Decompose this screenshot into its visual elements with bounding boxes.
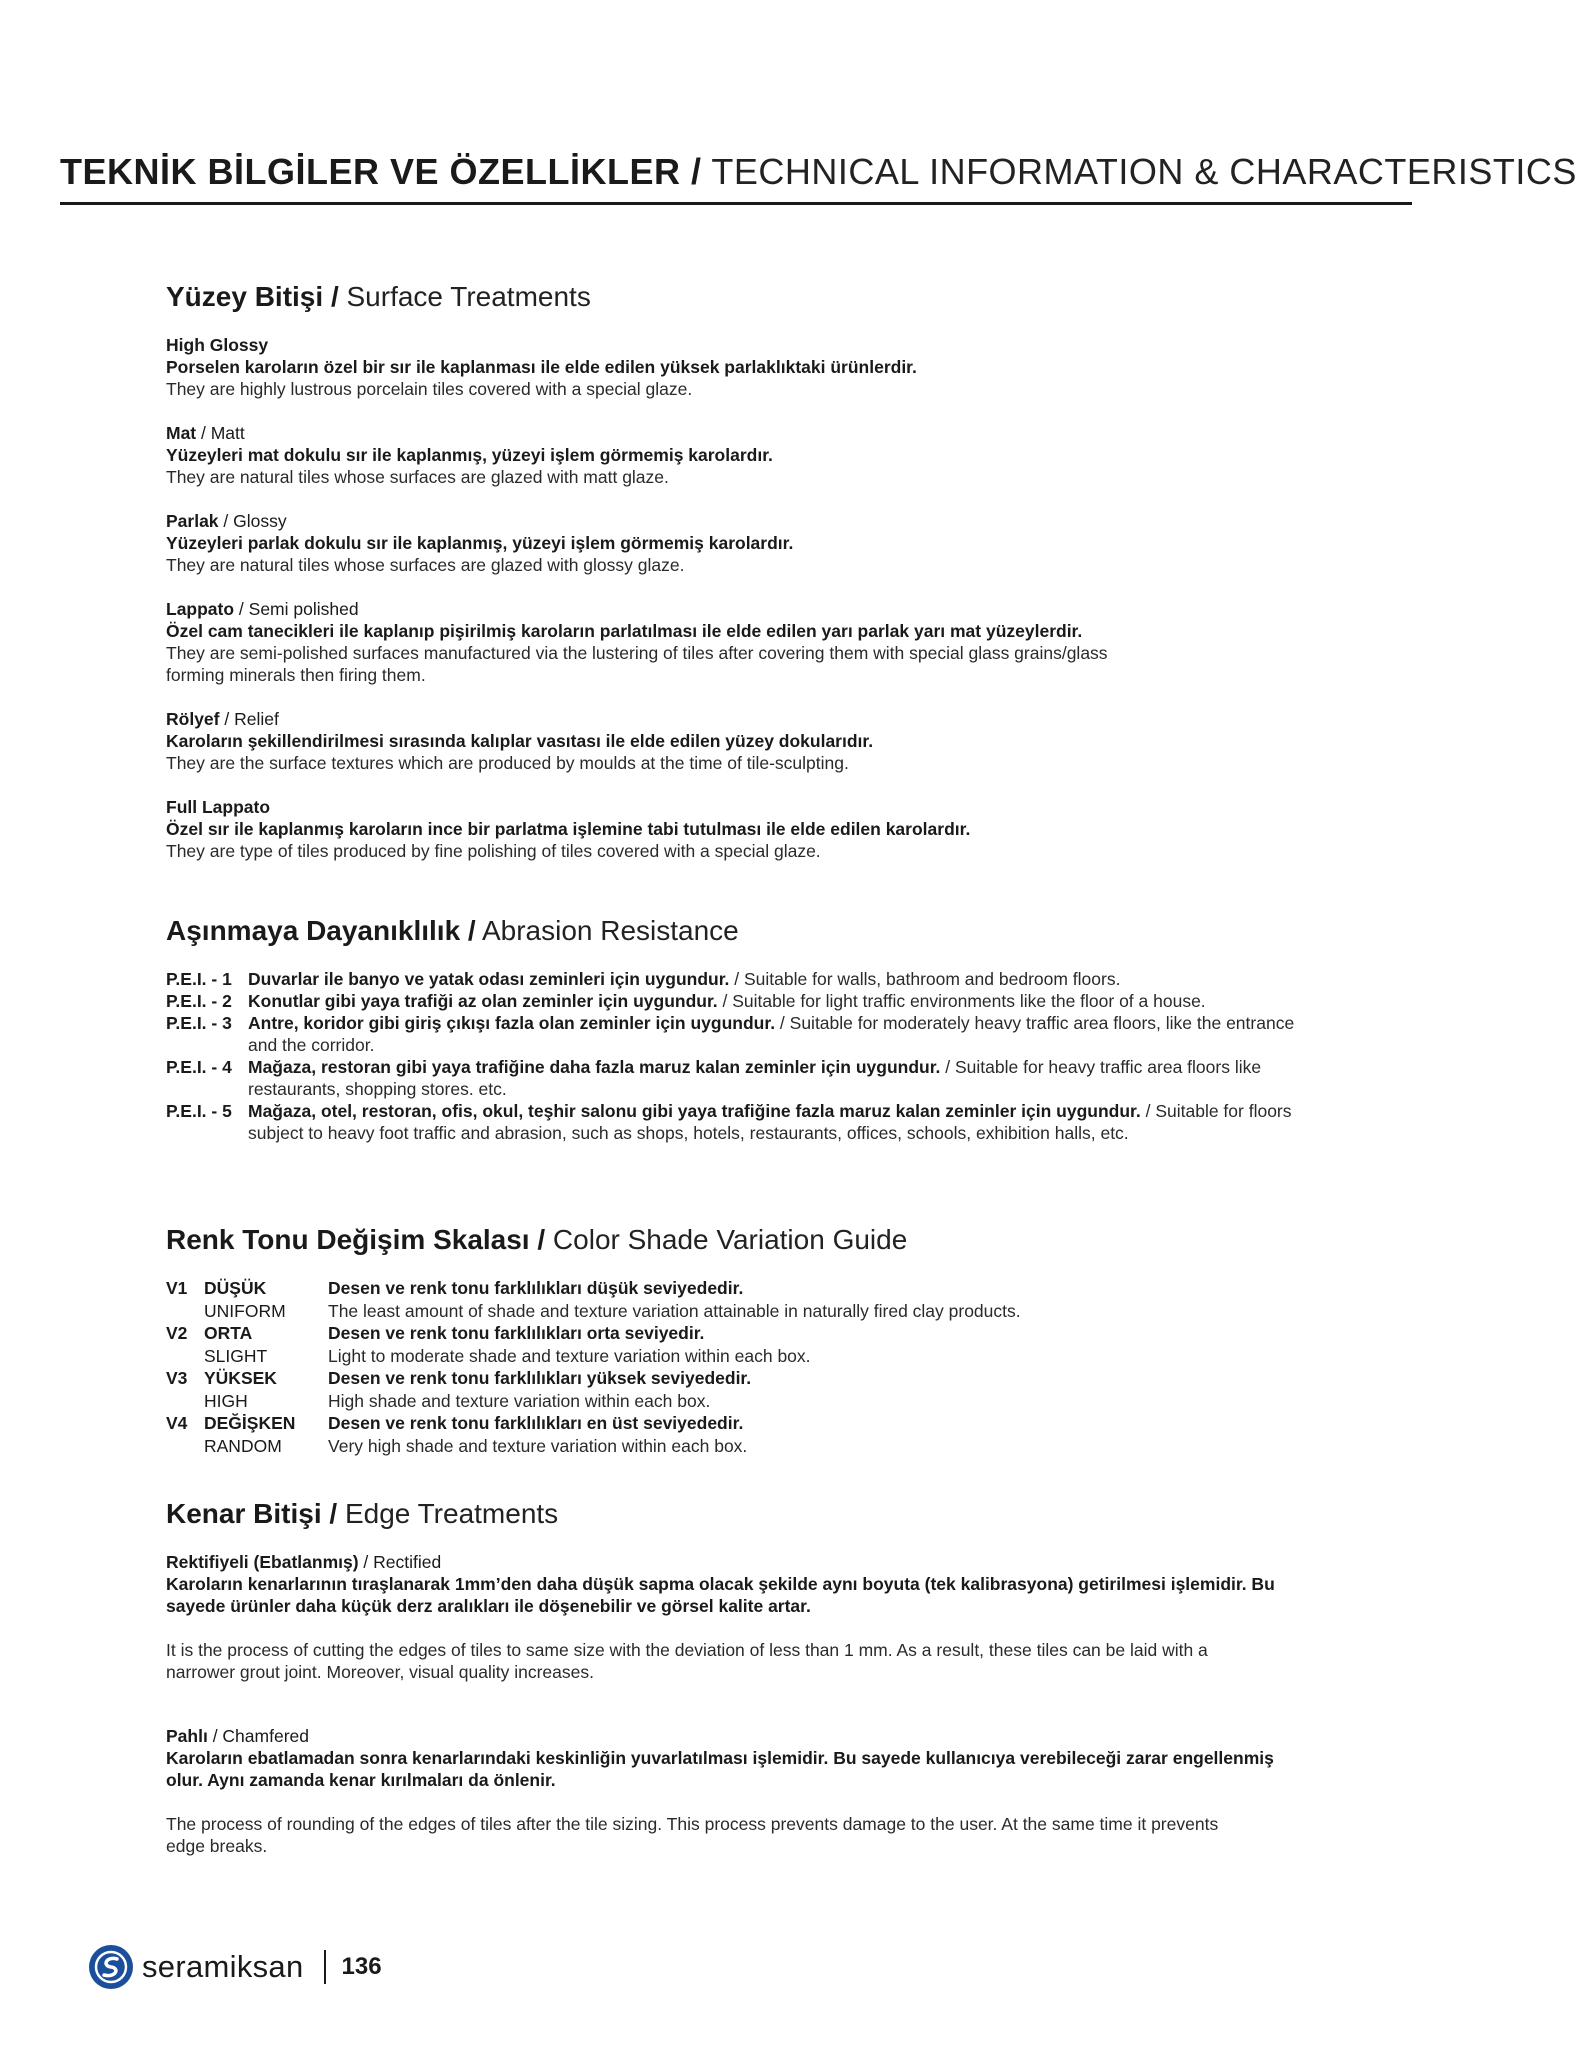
surface-item-tr: Özel sır ile kaplanmış karoların ince bir parlatma işlemine tabi tutulması ile elde edilen karolardır. <box>166 819 971 839</box>
edge-title <box>166 1497 1306 1531</box>
surface-title-en: Surface Treatments <box>338 281 591 312</box>
shade-title-tr: Renk Tonu Değişim Skalası / <box>166 1224 546 1255</box>
shade-row-en <box>166 1300 1306 1323</box>
shade-name-en: RANDOM <box>204 1435 282 1456</box>
edge-item-name: Rektifiyeli (Ebatlanmış) <box>166 1552 359 1572</box>
shade-title <box>166 1223 1306 1257</box>
page-number: 136 <box>341 1953 382 1980</box>
edge-item-name: Pahlı <box>166 1726 208 1746</box>
seramiksan-logo-icon <box>88 1944 134 1990</box>
surface-item <box>166 708 1306 774</box>
surface-item-name: Mat <box>166 423 197 443</box>
surface-item-name-en: / Matt <box>196 423 245 443</box>
edge-title-en: Edge Treatments <box>337 1498 559 1529</box>
surface-item-tr: Karoların şekillendirilmesi sırasında kalıplar vasıtası ile elde edilen yüzey dokularıdır. <box>166 731 874 751</box>
surface-item-en: They are highly lustrous porcelain tiles covered with a special glaze. <box>166 379 693 399</box>
pei-tr: Mağaza, otel, restoran, ofis, okul, teşhir salonu gibi yaya trafiğine fazla maruz kalan zeminler için uygundur. <box>248 1101 1141 1121</box>
shade-section <box>166 1223 1306 1457</box>
shade-desc-tr: Desen ve renk tonu farklılıkları yüksek seviyededir. <box>328 1368 752 1388</box>
shade-row-en <box>166 1345 1306 1368</box>
surface-title-tr: Yüzey Bitişi / <box>166 281 339 312</box>
page-title <box>60 150 1577 194</box>
surface-item-name: Parlak <box>166 511 219 531</box>
shade-desc-en: Very high shade and texture variation within each box. <box>328 1435 748 1456</box>
shade-name-en: UNIFORM <box>204 1300 286 1321</box>
shade-code: V1 <box>166 1278 188 1298</box>
shade-desc-en: Light to moderate shade and texture variation within each box. <box>328 1345 811 1366</box>
surface-item-tr: Porselen karoların özel bir sır ile kaplanması ile elde edilen yüksek parlaklıktaki ürünlerdir. <box>166 357 917 377</box>
shade-row-en <box>166 1435 1306 1458</box>
shade-name-tr: YÜKSEK <box>204 1368 277 1388</box>
surface-section <box>166 280 1306 884</box>
page-title-en: TECHNICAL INFORMATION & CHARACTERISTICS <box>701 151 1577 192</box>
pei-en: / Suitable for light traffic environments like the floor of a house. <box>717 991 1206 1011</box>
surface-item-en: They are natural tiles whose surfaces are glazed with glossy glaze. <box>166 555 685 575</box>
pei-code: P.E.I. - 2 <box>166 991 232 1011</box>
shade-code: V2 <box>166 1323 188 1343</box>
surface-item-en: They are the surface textures which are produced by moulds at the time of tile-sculpting. <box>166 753 849 773</box>
shade-desc-tr: Desen ve renk tonu farklılıkları düşük seviyededir. <box>328 1278 744 1298</box>
pei-row <box>166 990 1306 1012</box>
page-title-tr: TEKNİK BİLGİLER VE ÖZELLİKLER / <box>60 151 702 192</box>
edge-item-tr: Karoların ebatlamadan sonra kenarlarındaki keskinliğin yuvarlatılması işlemidir. Bu sayede kullanıcıya verebileceği zarar engellenmiş olur. Aynı zamanda kenar kırılmaları da önlenir. <box>166 1748 1274 1790</box>
surface-item-name: Full Lappato <box>166 797 271 817</box>
shade-name-tr: DÜŞÜK <box>204 1278 267 1298</box>
surface-item-name: Rölyef <box>166 709 220 729</box>
surface-item <box>166 796 1306 862</box>
shade-row <box>166 1322 1306 1345</box>
edge-item-tr: Karoların kenarlarının tıraşlanarak 1mm’den daha düşük sapma olacak şekilde aynı boyuta (tek kalibrasyona) getirilmesi işlemidir. Bu sayede ürünler daha küçük derz aralıkları ile döşenebilir ve görsel kalite artar. <box>166 1574 1275 1616</box>
shade-name-tr: DEĞİŞKEN <box>204 1413 296 1433</box>
shade-desc-tr: Desen ve renk tonu farklılıkları en üst seviyededir. <box>328 1413 744 1433</box>
footer <box>88 1942 382 1992</box>
surface-item <box>166 334 1306 400</box>
pei-tr: Mağaza, restoran gibi yaya trafiğine daha fazla maruz kalan zeminler için uygundur. <box>248 1057 941 1077</box>
surface-item-name-en: / Relief <box>219 709 279 729</box>
abrasion-title <box>166 914 1306 948</box>
edge-item-en: The process of rounding of the edges of tiles after the tile sizing. This process prevents damage to the user. At the same time it prevents edge breaks. <box>166 1814 1219 1856</box>
surface-item-name-en: / Glossy <box>218 511 287 531</box>
surface-item-en: They are natural tiles whose surfaces are glazed with matt glaze. <box>166 467 669 487</box>
surface-item-name-en: / Semi polished <box>234 599 359 619</box>
surface-title <box>166 280 1306 314</box>
pei-en: / Suitable for heavy traffic area floors like restaurants, shopping stores. etc. <box>248 1057 1262 1099</box>
pei-code: P.E.I. - 1 <box>166 969 232 989</box>
surface-item <box>166 598 1306 686</box>
surface-item-tr: Özel cam tanecikleri ile kaplanıp pişirilmiş karoların parlatılması ile elde edilen yarı parlak yarı mat yüzeylerdir. <box>166 621 1083 641</box>
surface-item-tr: Yüzeyleri mat dokulu sır ile kaplanmış, yüzeyi işlem görmemiş karolardır. <box>166 445 773 465</box>
shade-row <box>166 1412 1306 1435</box>
shade-row <box>166 1277 1306 1300</box>
title-divider <box>60 202 1412 205</box>
pei-tr: Antre, koridor gibi giriş çıkışı fazla olan zeminler için uygundur. <box>248 1013 776 1033</box>
shade-row-en <box>166 1390 1306 1413</box>
surface-item-tr: Yüzeyleri parlak dokulu sır ile kaplanmış, yüzeyi işlem görmemiş karolardır. <box>166 533 794 553</box>
surface-item <box>166 510 1306 576</box>
shade-desc-tr: Desen ve renk tonu farklılıkları orta seviyedir. <box>328 1323 705 1343</box>
shade-desc-en: The least amount of shade and texture variation attainable in naturally fired clay products. <box>328 1300 1021 1321</box>
shade-name-en: SLIGHT <box>204 1345 268 1366</box>
edge-title-tr: Kenar Bitişi / <box>166 1498 338 1529</box>
edge-item-en: It is the process of cutting the edges of tiles to same size with the deviation of less than 1 mm. As a result, these tiles can be laid with a narrower grout joint. Moreover, visual quality increases. <box>166 1640 1208 1682</box>
shade-table <box>166 1277 1306 1457</box>
shade-title-en: Color Shade Variation Guide <box>545 1224 908 1255</box>
abrasion-title-tr: Aşınmaya Dayanıklılık / <box>166 915 476 946</box>
edge-item-name-en: / Rectified <box>358 1552 442 1572</box>
shade-desc-en: High shade and texture variation within each box. <box>328 1390 711 1411</box>
surface-item-name: High Glossy <box>166 335 269 355</box>
shade-code: V4 <box>166 1413 188 1433</box>
pei-code: P.E.I. - 3 <box>166 1013 232 1033</box>
edge-item <box>166 1551 1306 1683</box>
pei-en: / Suitable for moderately heavy traffic area floors, like the entrance and the corridor. <box>248 1013 1295 1055</box>
pei-row <box>166 968 1306 990</box>
pei-code: P.E.I. - 4 <box>166 1057 232 1077</box>
surface-item <box>166 422 1306 488</box>
pei-code: P.E.I. - 5 <box>166 1101 232 1121</box>
pei-en: / Suitable for floors subject to heavy foot traffic and abrasion, such as shops, hotels, restaurants, offices, schools, exhibition halls, etc. <box>248 1101 1292 1143</box>
edge-item <box>166 1725 1306 1857</box>
footer-divider <box>324 1950 326 1984</box>
surface-item-en: They are semi-polished surfaces manufactured via the lustering of tiles after covering them with special glass grains/glass forming minerals then firing them. <box>166 643 1108 685</box>
pei-en: / Suitable for walls, bathroom and bedroom floors. <box>729 969 1121 989</box>
edge-item-name-en: / Chamfered <box>207 1726 309 1746</box>
surface-item-en: They are type of tiles produced by fine polishing of tiles covered with a special glaze. <box>166 841 821 861</box>
pei-row <box>166 1056 1306 1100</box>
brand-name: seramiksan <box>142 1949 304 1984</box>
surface-item-name: Lappato <box>166 599 235 619</box>
abrasion-section <box>166 914 1306 1144</box>
shade-name-tr: ORTA <box>204 1323 253 1343</box>
edge-section <box>166 1497 1306 1857</box>
abrasion-title-en: Abrasion Resistance <box>475 915 739 946</box>
shade-row <box>166 1367 1306 1390</box>
pei-tr: Duvarlar ile banyo ve yatak odası zeminleri için uygundur. <box>248 969 730 989</box>
pei-row <box>166 1012 1306 1056</box>
pei-tr: Konutlar gibi yaya trafiği az olan zeminler için uygundur. <box>248 991 718 1011</box>
pei-row <box>166 1100 1306 1144</box>
shade-name-en: HIGH <box>204 1390 248 1411</box>
shade-code: V3 <box>166 1368 188 1388</box>
